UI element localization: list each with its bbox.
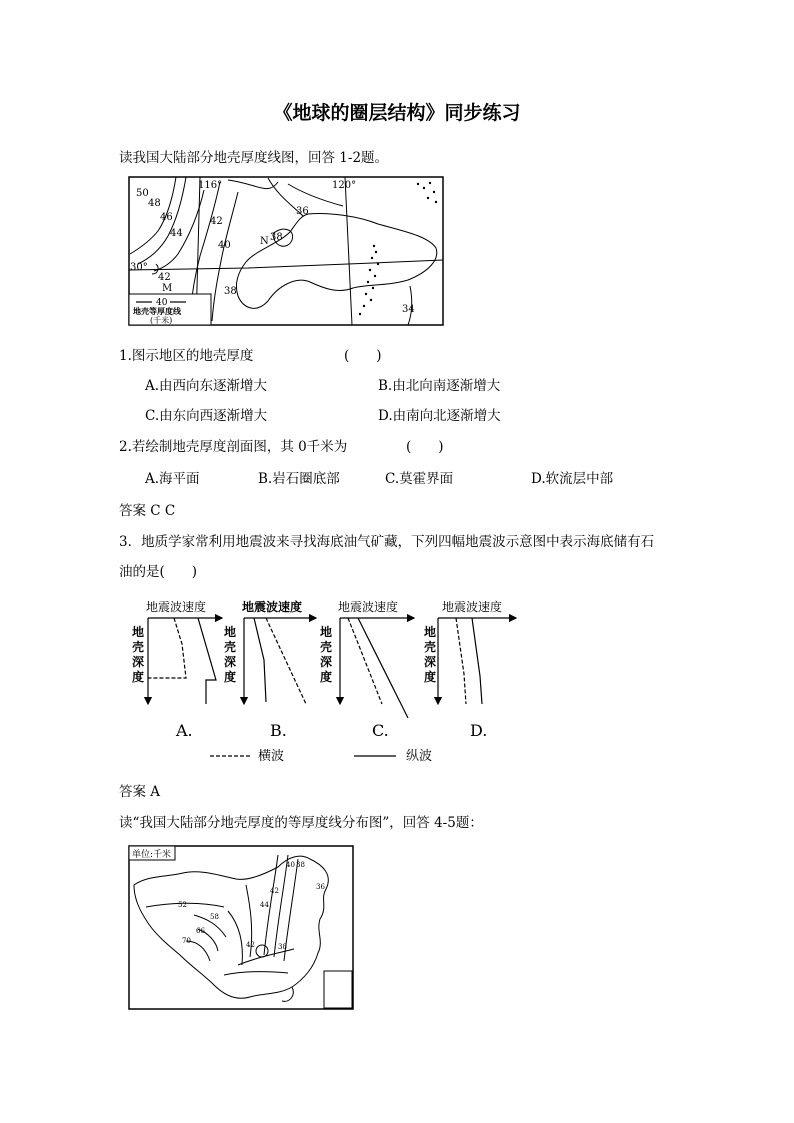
axis-y-char: 度 xyxy=(132,670,145,684)
lon-label-116: 116° xyxy=(198,180,223,191)
legend-shear-wave: 横波 xyxy=(258,749,285,764)
axis-y-char: 壳 xyxy=(320,640,333,654)
q3-stem-line-2: 油的是( ) xyxy=(119,564,198,580)
axis-y-char: 深 xyxy=(132,655,145,669)
axis-y-char: 地 xyxy=(424,625,437,639)
axis-y-char: 壳 xyxy=(424,640,437,654)
contour-label: 42 xyxy=(210,216,223,227)
axis-y-char: 度 xyxy=(424,670,437,684)
seismic-wave-diagrams xyxy=(126,596,526,768)
contour-label: 50 xyxy=(136,188,149,199)
answer-3: 答案 A xyxy=(119,784,161,800)
contour-label: 36 xyxy=(296,206,309,217)
wave-option-d: D. xyxy=(470,721,488,740)
wave-option-b: B. xyxy=(270,721,287,740)
q3-stem-line-1: 3．地质学家常利用地震波来寻找海底油气矿藏，下列四幅地震波示意图中表示海底储有石 xyxy=(119,534,655,550)
contour-label: 42 xyxy=(158,272,171,283)
axis-y-char: 深 xyxy=(424,655,437,669)
legend-line-2: (千米) xyxy=(150,316,173,325)
contour-label: 48 xyxy=(148,198,161,209)
axis-x-label-c: 地震波速度 xyxy=(338,600,399,614)
axis-y-char: 度 xyxy=(224,670,237,684)
contour-label: 40 xyxy=(286,861,295,869)
contour-label: 40 xyxy=(218,240,231,251)
point-n: N xyxy=(260,236,269,247)
q2-answer-paren: ( ) xyxy=(406,439,444,455)
contour-label: 46 xyxy=(160,212,173,223)
q2-stem: 2.若绘制地壳厚度剖面图，其 0千米为 xyxy=(119,439,348,455)
q1-option-a[interactable]: A.由西向东逐渐增大 xyxy=(145,378,268,394)
q1-option-c[interactable]: C.由东向西逐渐增大 xyxy=(145,408,268,424)
q2-option-c[interactable]: C.莫霍界面 xyxy=(385,471,454,487)
china-crust-thickness-map xyxy=(128,845,354,1010)
point-m: M xyxy=(162,283,173,294)
legend-value: 40 xyxy=(156,298,168,308)
contour-label: 58 xyxy=(210,913,219,921)
contour-label: 66 xyxy=(196,927,205,935)
map2-unit: 单位:千米 xyxy=(132,850,172,860)
answer-1-2: 答案 C C xyxy=(119,503,176,519)
contour-label: 52 xyxy=(178,901,187,909)
contour-label: 70 xyxy=(182,937,191,945)
page-title: 《地球的圈层结构》同步练习 xyxy=(273,102,521,124)
q2-option-a[interactable]: A.海平面 xyxy=(145,471,200,487)
contour-label: 34 xyxy=(402,304,415,315)
intro-text-2: 读“我国大陆部分地壳厚度的等厚度线分布图”，回答 4-5题： xyxy=(119,815,483,831)
contour-label: 42 xyxy=(270,887,279,895)
wave-option-a: A. xyxy=(176,721,193,740)
axis-y-char: 深 xyxy=(320,655,333,669)
crust-thickness-map-1 xyxy=(128,176,444,326)
axis-x-label-b: 地震波速度 xyxy=(242,600,303,614)
contour-label: 44 xyxy=(260,901,269,909)
wave-option-c: C. xyxy=(372,721,389,740)
q1-answer-paren: ( ) xyxy=(344,348,382,364)
legend-line-1: 地壳等厚度线 xyxy=(133,306,181,316)
axis-y-char: 壳 xyxy=(132,640,145,654)
contour-label: 38 xyxy=(296,861,305,869)
axis-x-label-a: 地震波速度 xyxy=(146,600,207,614)
q1-stem: 1.图示地区的地壳厚度 xyxy=(119,348,254,364)
contour-label: 36 xyxy=(316,883,325,891)
axis-y-char: 地 xyxy=(224,625,237,639)
q2-option-d[interactable]: D.软流层中部 xyxy=(531,471,614,487)
contour-label: 44 xyxy=(170,228,183,239)
axis-y-char: 深 xyxy=(224,655,237,669)
q2-option-b[interactable]: B.岩石圈底部 xyxy=(258,471,340,487)
legend-primary-wave: 纵波 xyxy=(406,749,433,764)
contour-label: 38 xyxy=(224,286,237,297)
lon-label-120: 120° xyxy=(332,180,357,191)
axis-y-char: 壳 xyxy=(224,640,237,654)
contour-label: 38 xyxy=(278,943,287,951)
axis-y-char: 地 xyxy=(320,625,333,639)
axis-x-label-d: 地震波速度 xyxy=(442,600,503,614)
q1-option-b[interactable]: B.由北向南逐渐增大 xyxy=(378,378,501,394)
contour-label: 42 xyxy=(246,941,255,949)
axis-y-char: 度 xyxy=(320,670,333,684)
axis-y-char: 地 xyxy=(132,625,145,639)
q1-option-d[interactable]: D.由南向北逐渐增大 xyxy=(378,408,501,424)
lat-label-30: 30° xyxy=(130,262,148,273)
intro-text-1: 读我国大陆部分地壳厚度线图，回答 1-2题。 xyxy=(119,150,389,166)
contour-label: 38 xyxy=(270,232,283,243)
